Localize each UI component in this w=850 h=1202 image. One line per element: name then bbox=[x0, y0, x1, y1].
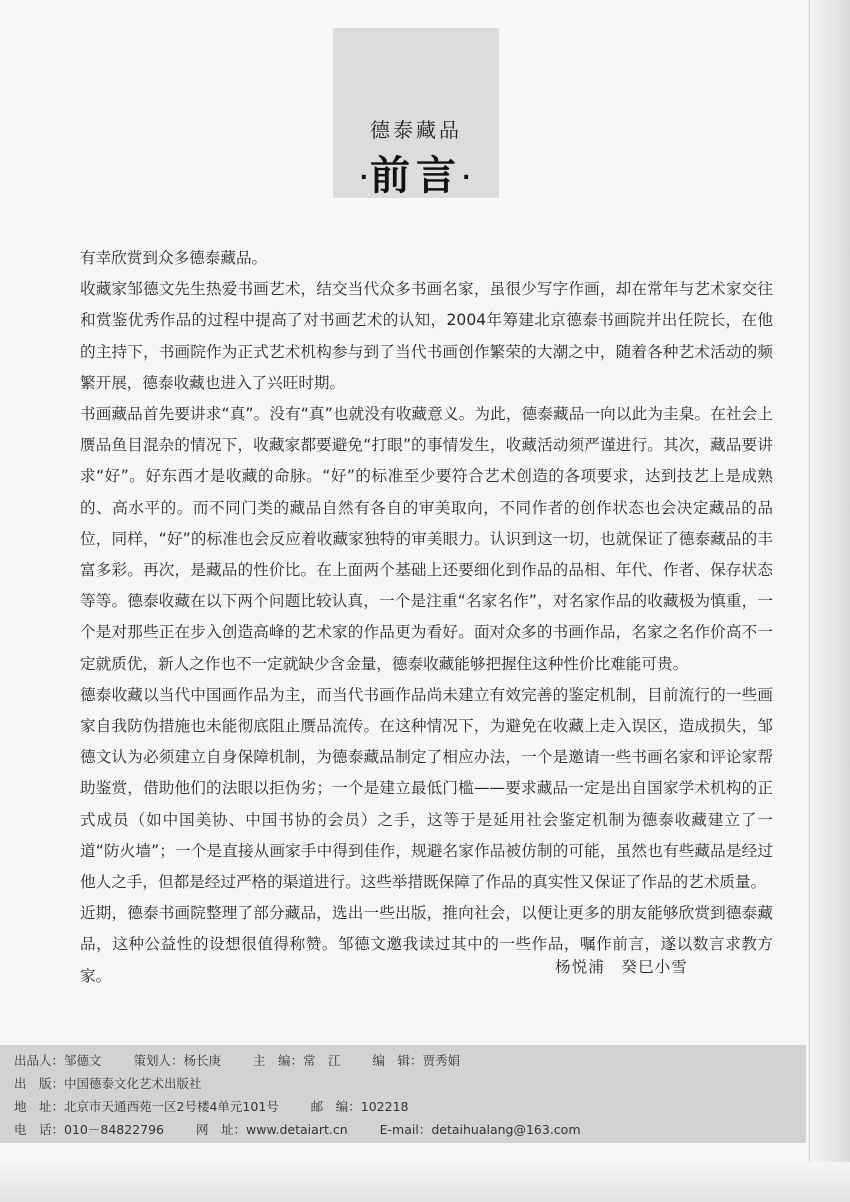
editor-in-chief-label: 主 编： bbox=[253, 1053, 304, 1068]
colophon-line-3 bbox=[14, 1097, 409, 1115]
editor-in-chief-value: 常 江 bbox=[303, 1053, 341, 1068]
website-label: 网 址： bbox=[195, 1122, 246, 1137]
paragraph-1: 有幸欣赏到众多德泰藏品。 bbox=[80, 249, 268, 267]
page-bottom-shadow bbox=[0, 1162, 850, 1202]
preface-body bbox=[80, 243, 773, 992]
page-edge-shadow bbox=[808, 0, 850, 1202]
phone-label: 电 话： bbox=[14, 1122, 65, 1137]
colophon-line-4 bbox=[14, 1120, 581, 1138]
postcode-label: 邮 编： bbox=[310, 1099, 361, 1114]
page-title bbox=[333, 144, 499, 201]
website-value: www.detaiart.cn bbox=[246, 1122, 348, 1137]
paragraph-5: 近期，德泰书画院整理了部分藏品，选出一些出版，推向社会，以便让更多的朋友能够欣赏到德泰藏品，这种公益性的设想很值得称赞。邹德文邀我读过其中的一些作品，嘱作前言，遂以数言求教方家。 bbox=[80, 904, 773, 985]
brand-label: 德泰藏品 bbox=[370, 118, 462, 142]
title-dot-right: · bbox=[462, 165, 473, 191]
paragraph-3: 书画藏品首先要讲求“真”。没有“真”也就没有收藏意义。为此，德泰藏品一向以此为圭臬。在社会上赝品鱼目混杂的情况下，收藏家都要避免“打眼”的事情发生，收藏活动须严谨进行。其次，藏品要讲求“好”。好东西才是收藏的命脉。“好”的标准至少要符合艺术创造的各项要求，达到技艺上是成熟的、高水平的。而不同门类的藏品自然有各自的审美取向，不同作者的创作状态也会决定藏品的品位，同样，“好”的标准也会反应着收藏家独特的审美眼力。认识到这一切，也就保证了德泰藏品的丰富多彩。再次，是藏品的性价比。在上面两个基础上还要细化到作品的品相、年代、作者、保存状态等等。德泰收藏在以下两个问题比较认真，一个是注重“名家名作”，对名家作品的收藏极为慎重，一个是对那些正在步入创造高峰的艺术家的作品更为看好。面对众多的书画作品，名家之名作价高不一定就质优，新人之作也不一定就缺少含金量，德泰收藏能够把握住这种性价比难能可贵。 bbox=[80, 405, 773, 673]
title-dot-left: · bbox=[359, 165, 370, 191]
editor-value: 贾秀娟 bbox=[422, 1053, 461, 1068]
paragraph-4: 德泰收藏以当代中国画作品为主，而当代书画作品尚未建立有效完善的鉴定机制，目前流行的一些画家自我防伪措施也未能彻底阻止赝品流传。在这种情况下，为避免在收藏上走入误区，造成损失，邹德文认为必须建立自身保障机制，为德泰藏品制定了相应办法，一个是邀请一些书画名家和评论家帮助鉴赏，借助他们的法眼以拒伪劣；一个是建立最低门槛——要求藏品一定是出自国家学术机构的正式成员（如中国美协、中国书协的会员）之手，这等于是延用社会鉴定机制为德泰收藏建立了一道“防火墙”；一个是直接从画家手中得到佳作，规避名家作品被仿制的可能，虽然也有些藏品是经过他人之手，但都是经过严格的渠道进行。这些举措既保障了作品的真实性又保证了作品的艺术质量。 bbox=[80, 685, 773, 892]
planner-label: 策划人： bbox=[133, 1053, 184, 1068]
publisher-value: 中国德泰文化艺术出版社 bbox=[64, 1076, 202, 1091]
planner-value: 杨长庚 bbox=[183, 1053, 222, 1068]
address-value: 北京市天通西苑一区2号楼4单元101号 bbox=[64, 1099, 279, 1114]
colophon-line-2 bbox=[14, 1074, 202, 1092]
page-edge-line bbox=[809, 0, 810, 1170]
email-label: E-mail： bbox=[379, 1122, 432, 1137]
title-text: 前言 bbox=[370, 153, 462, 199]
title-block bbox=[333, 28, 499, 198]
paragraph-2: 收藏家邹德文先生热爱书画艺术，结交当代众多书画名家，虽很少写字作画，却在常年与艺术家交往和赏鉴优秀作品的过程中提高了对书画艺术的认知，2004年筹建北京德泰书画院并出任院长，在他的主持下，书画院作为正式艺术机构参与到了当代书画创作繁荣的大潮之中，随着各种艺术活动的频繁开展，德泰收藏也进入了兴旺时期。 bbox=[80, 280, 773, 392]
postcode-value: 102218 bbox=[360, 1099, 409, 1114]
editor-label: 编 辑： bbox=[372, 1053, 423, 1068]
producer-label: 出品人： bbox=[14, 1053, 65, 1068]
publisher-label: 出 版： bbox=[14, 1076, 65, 1091]
email-value: detaihualang@163.com bbox=[431, 1122, 581, 1137]
author-signature: 杨悦浦 癸巳小雪 bbox=[555, 958, 688, 976]
producer-value: 邹德文 bbox=[64, 1053, 102, 1068]
phone-value: 010－84822796 bbox=[64, 1122, 164, 1137]
colophon-line-1 bbox=[14, 1051, 460, 1069]
colophon bbox=[0, 1045, 806, 1143]
address-label: 地 址： bbox=[14, 1099, 65, 1114]
